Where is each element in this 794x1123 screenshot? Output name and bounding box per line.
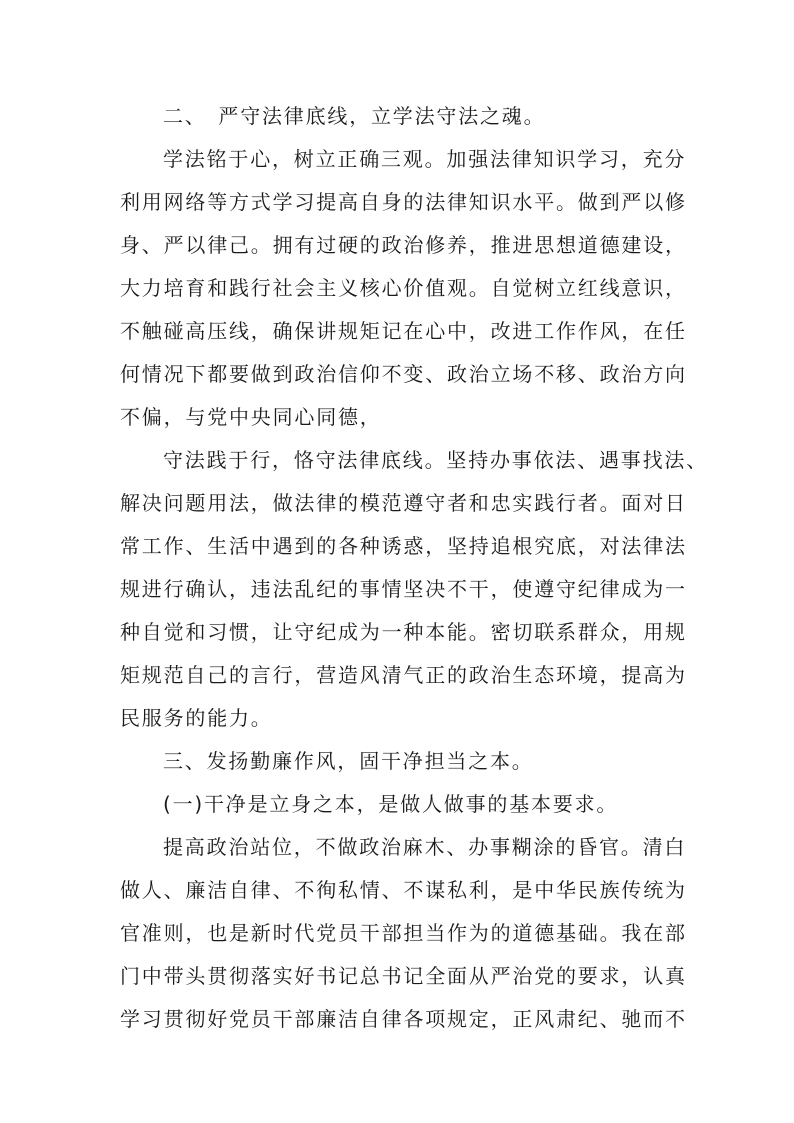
paragraph-line: 何情况下都要做到政治信仰不变、政治立场不移、政治方向 [120, 362, 687, 386]
paragraph-line: 矩规范自己的言行，营造风清气正的政治生态环境，提高为 [120, 663, 687, 687]
paragraph-line: 常工作、生活中遇到的各种诱惑，坚持追根究底，对法律法 [120, 534, 687, 558]
paragraph-line: 利用网络等方式学习提高自身的法律知识水平。做到严以修 [120, 190, 687, 214]
section-heading-2: 二、 严守法律底线，立学法守法之魂。 [163, 104, 546, 128]
paragraph-line: 规进行确认，违法乱纪的事情坚决不干，使遵守纪律成为一 [120, 577, 687, 601]
paragraph-line: 不偏，与党中央同心同德， [120, 405, 382, 429]
paragraph-line: 学法铭于心，树立正确三观。加强法律知识学习，充分 [163, 147, 687, 171]
paragraph-line: 身、严以律己。拥有过硬的政治修养，推进思想道德建设， [120, 233, 687, 257]
paragraph-line: 守法践于行，恪守法律底线。坚持办事依法、遇事找法、 [163, 448, 708, 472]
paragraph-line: 大力培育和践行社会主义核心价值观。自觉树立红线意识， [120, 276, 687, 300]
section-heading-3: 三、发扬勤廉作风，固干净担当之本。 [163, 749, 534, 773]
paragraph-line: 门中带头贯彻落实好书记总书记全面从严治党的要求，认真 [120, 964, 687, 988]
paragraph-line: 提高政治站位，不做政治麻木、办事糊涂的昏官。清白 [163, 835, 687, 859]
paragraph-line: 民服务的能力。 [120, 706, 273, 730]
paragraph-line: 不触碰高压线，确保讲规矩记在心中，改进工作作风，在任 [120, 319, 687, 343]
paragraph-line: 解决问题用法，做法律的模范遵守者和忠实践行者。面对日 [120, 491, 687, 515]
paragraph-line: 种自觉和习惯，让守纪成为一种本能。密切联系群众，用规 [120, 620, 687, 644]
paragraph-line: 官准则，也是新时代党员干部担当作为的道德基础。我在部 [120, 921, 687, 945]
subsection-heading-1: (一)干净是立身之本，是做人做事的基本要求。 [163, 792, 619, 816]
paragraph-line: 学习贯彻好党员干部廉洁自律各项规定，正风肃纪、驰而不 [120, 1007, 687, 1031]
paragraph-line: 做人、廉洁自律、不徇私情、不谋私利，是中华民族传统为 [120, 878, 687, 902]
